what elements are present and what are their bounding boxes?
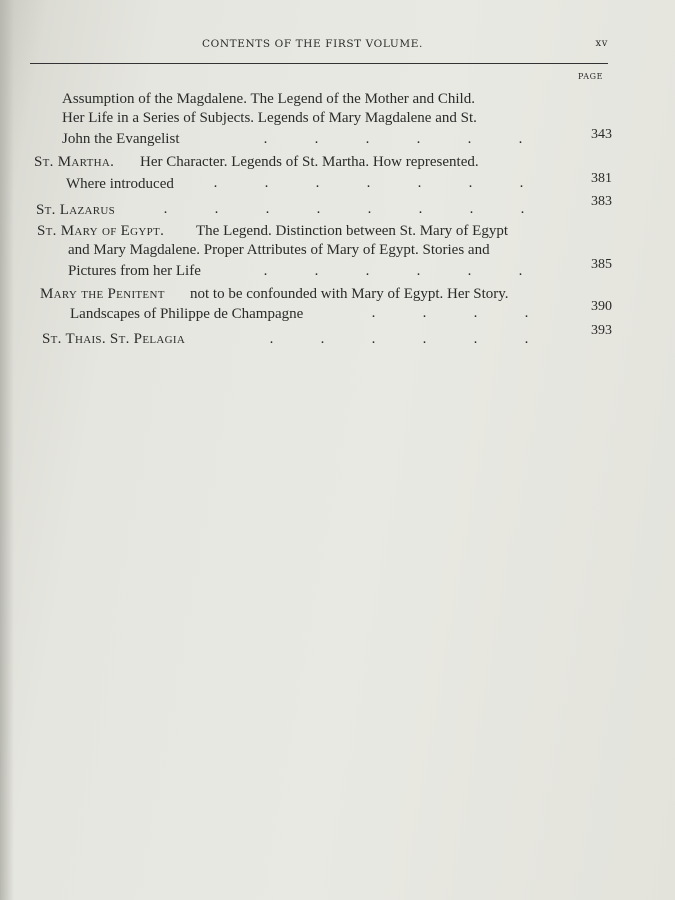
page-edge-shadow: [0, 0, 14, 900]
running-head-title: CONTENTS OF THE FIRST VOLUME.: [202, 38, 423, 50]
entry-0-page: 343: [591, 127, 612, 142]
entry-3-line-0: The Legend. Distinction between St. Mary of Egypt: [196, 223, 509, 239]
entry-5-heading: [42, 330, 185, 348]
entry-4-heading-text: Mary the Penitent: [40, 286, 165, 302]
dot-leader: . . . . . . .: [213, 175, 524, 191]
entry-4-line-0: not to be confounded with Mary of Egypt. Her Story.: [190, 286, 509, 302]
entry-4-heading: [40, 285, 165, 303]
entry-0-line-0: Assumption of the Magdalene. The Legend of the Mother and Child.: [62, 91, 475, 107]
entry-1-heading: [34, 153, 114, 171]
entry-4-line-1: Landscapes of Philippe de Champagne: [70, 306, 304, 322]
entry-4-page: 390: [591, 299, 612, 314]
entry-3-line-1: and Mary Magdalene. Proper Attributes of Mary of Egypt. Stories and: [68, 242, 490, 258]
entry-1-line-0: Her Character. Legends of St. Martha. How represented.: [140, 154, 479, 170]
entry-3-line-2: Pictures from her Life: [68, 263, 201, 279]
entry-3-heading-text: St. Mary of Egypt.: [37, 223, 165, 239]
entry-0-line-1: Her Life in a Series of Subjects. Legends of Mary Magdalene and St.: [62, 110, 477, 126]
entry-0-line-2: John the Evangelist: [62, 131, 180, 147]
page-folio: xv: [595, 38, 608, 49]
page-column-label: PAGE: [578, 72, 604, 81]
entry-2-heading: [36, 201, 115, 219]
entry-1-heading-text: St. Martha.: [34, 154, 115, 170]
entry-3-heading: [37, 222, 164, 240]
dot-leader: . . . . . . . .: [163, 201, 525, 217]
entry-1-line-1: Where introduced: [66, 176, 174, 192]
entry-5-heading-text: St. Thais. St. Pelagia: [42, 331, 186, 347]
entry-5-page: 393: [591, 323, 612, 338]
header-rule: [30, 63, 608, 64]
dot-leader: . . . .: [371, 305, 529, 321]
dot-leader: . . . . . .: [263, 131, 523, 147]
entry-1-page: 381: [591, 171, 612, 186]
entry-3-page: 385: [591, 257, 612, 272]
dot-leader: . . . . . .: [263, 263, 523, 279]
entry-2-heading-text: St. Lazarus: [36, 202, 116, 218]
dot-leader: . . . . . .: [269, 331, 529, 347]
entry-2-page: 383: [591, 194, 612, 209]
